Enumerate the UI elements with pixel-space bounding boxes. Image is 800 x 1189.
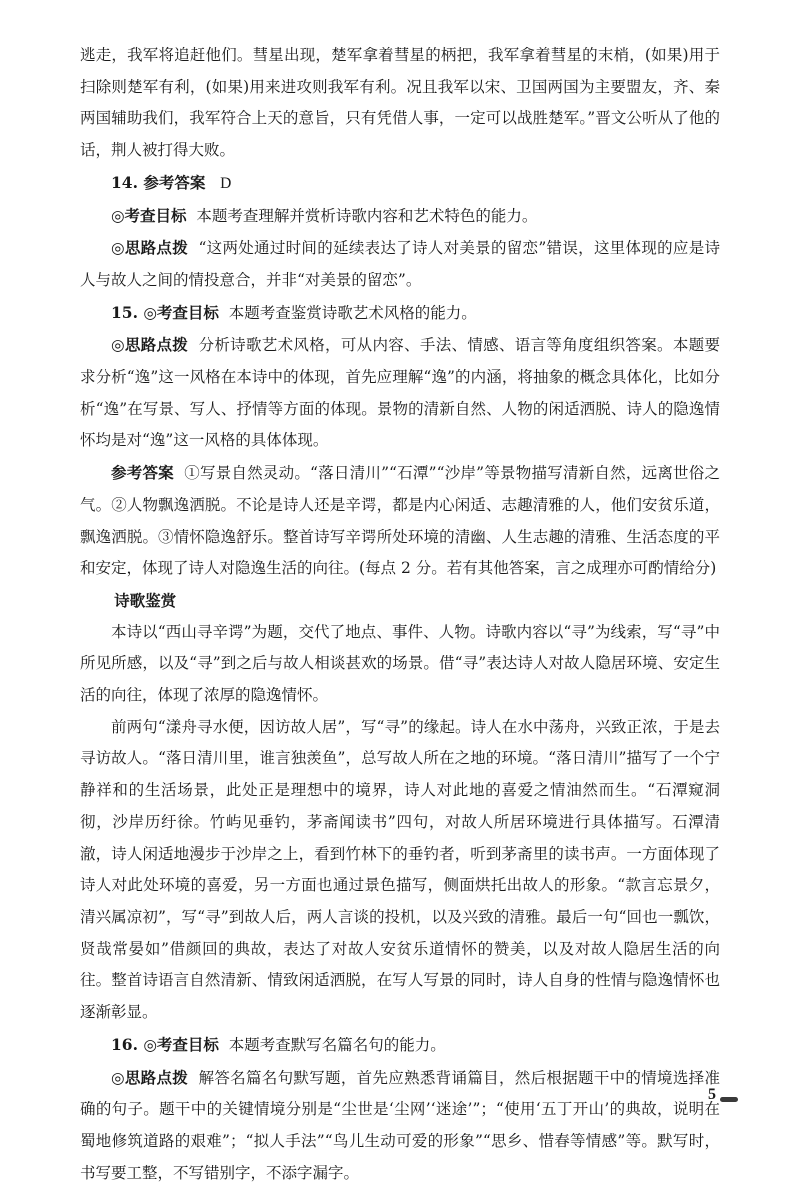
q16-hint-text: 解答名篇名句默写题，首先应熟悉背诵篇目，然后根据题干中的情境选择准确的句子。题干中的关键情境分别是“尘世是‘尘网’‘迷途’”；“使用‘五丁开山’的典故，说明在蜀地修筑道路的艰难”；“拟人手法”“鸟儿生动可爱的形象”“思乡、惜春等情感”等。默写时，书写要工整，不写错别字，不添字漏字。 (80, 1069, 720, 1182)
q16-hint (80, 1062, 720, 1189)
q14-objective (80, 200, 720, 233)
q14-answer-label: 14. 参考答案 (111, 173, 205, 192)
q15-hint-label: ◎思路点拨 (111, 335, 188, 354)
paragraph-text: 逃走，我军将追赶他们。彗星出现，楚军拿着彗星的柄把，我军拿着彗星的末梢，(如果)用于扫除则楚军有利，(如果)用来进攻则我军有利。况且我军以宋、卫国两国为主要盟友，齐、秦两国辅助我们，我军符合上天的意旨，只有凭借人事，一定可以战胜楚军。”晋文公听从了他的话，荆人被打得大败。 (80, 46, 720, 159)
page-ornament-icon (720, 1097, 738, 1102)
q15-answer (80, 457, 720, 585)
q16-objective-text: 本题考查默写名篇名句的能力。 (229, 1036, 446, 1054)
q15-hint (80, 329, 720, 457)
q14-hint (80, 232, 720, 296)
q16-objective-label: 16. ◎考查目标 (111, 1035, 219, 1054)
q15-objective (80, 297, 720, 330)
translation-continuation (80, 40, 720, 167)
document-body (80, 40, 720, 1189)
q14-answer (80, 167, 720, 200)
poem-appreciation-intro (80, 617, 720, 712)
page-number: 5 (708, 1086, 716, 1104)
paragraph-text: 前两句“漾舟寻水便，因访故人居”，写“寻”的缘起。诗人在水中荡舟，兴致正浓，于是去寻访故人。“落日清川里，谁言独羡鱼”，总写故人所在之地的环境。“落日清川”描写了一个宁静祥和的生活场景，此处正是理想中的境界，诗人对此地的喜爱之情油然而生。“石潭窥洞彻，沙岸历纡徐。竹屿见垂钓，茅斋闻读书”四句，对故人所居环境进行具体描写。石潭清澈，诗人闲适地漫步于沙岸之上，看到竹林下的垂钓者，听到茅斋里的读书声。一方面体现了诗人对此处环境的喜爱，另一方面也通过景色描写，侧面烘托出故人的形象。“款言忘景夕，清兴属凉初”，写“寻”到故人后，两人言谈的投机，以及兴致的清雅。最后一句“回也一瓢饮，贤哉常晏如”借颜回的典故，表达了对故人安贫乐道情怀的赞美，以及对故人隐居生活的向往。整首诗语言自然清新、情致闲适洒脱，在写人写景的同时，诗人自身的性情与隐逸情怀也逐渐彰显。 (80, 718, 720, 1021)
q14-answer-value: D (220, 175, 231, 192)
q15-hint-text: 分析诗歌艺术风格，可从内容、手法、情感、语言等角度组织答案。本题要求分析“逸”这一风格在本诗中的体现，首先应理解“逸”的内涵，将抽象的概念具体化，比如分析“逸”在写景、写人、抒情等方面的体现。景物的清新自然、人物的闲适洒脱、诗人的隐逸情怀均是对“逸”这一风格的具体体现。 (80, 336, 720, 449)
q15-objective-label: 15. ◎考查目标 (111, 303, 219, 322)
q14-hint-label: ◎思路点拨 (111, 238, 188, 257)
q15-objective-text: 本题考查鉴赏诗歌艺术风格的能力。 (229, 304, 477, 322)
q14-objective-text: 本题考查理解并赏析诗歌内容和艺术特色的能力。 (196, 207, 537, 225)
poem-appreciation-heading: 诗歌鉴赏 (80, 585, 720, 617)
paragraph-text: 本诗以“西山寻辛谔”为题，交代了地点、事件、人物。诗歌内容以“寻”为线索，写“寻”中所见所感，以及“寻”到之后与故人相谈甚欢的场景。借“寻”表达诗人对故人隐居环境、安定生活的向往，体现了浓厚的隐逸情怀。 (80, 623, 720, 704)
q15-answer-text: ①写景自然灵动。“落日清川”“石潭”“沙岸”等景物描写清新自然，远离世俗之气。②人物飘逸洒脱。不论是诗人还是辛谔，都是内心闲适、志趣清雅的人，他们安贫乐道，飘逸洒脱。③情怀隐逸舒乐。整首诗写辛谔所处环境的清幽、人生志趣的清雅、生活态度的平和安定，体现了诗人对隐逸生活的向往。(每点 2 分。若有其他答案，言之成理亦可酌情给分) (80, 464, 720, 577)
q14-objective-label: ◎考查目标 (111, 206, 187, 225)
poem-appreciation-analysis (80, 712, 720, 1029)
q15-answer-label: 参考答案 (111, 463, 174, 482)
q16-hint-label: ◎思路点拨 (111, 1068, 188, 1087)
q16-objective (80, 1029, 720, 1062)
q14-hint-text: “这两处通过时间的延续表达了诗人对美景的留恋”错误，这里体现的应是诗人与故人之间的情投意合，并非“对美景的留恋”。 (80, 239, 720, 289)
